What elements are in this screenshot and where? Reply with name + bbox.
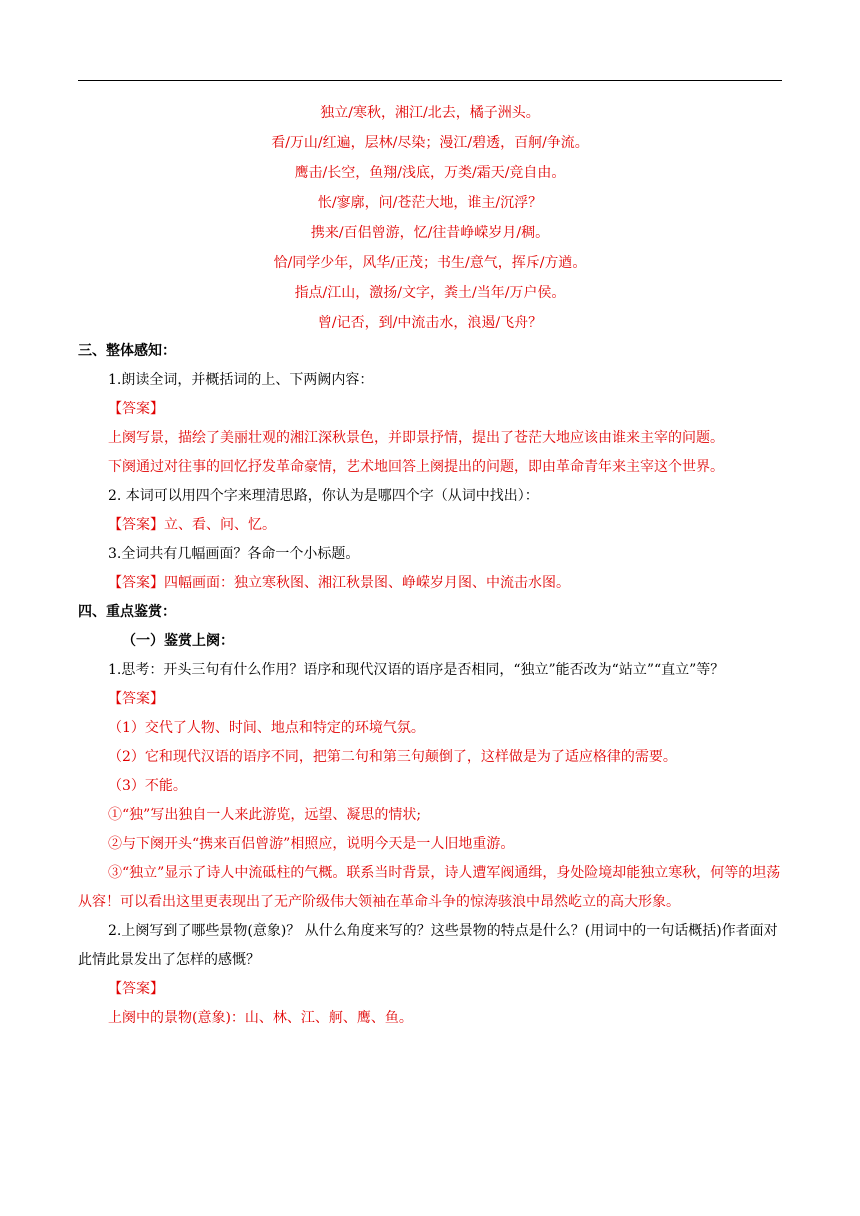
answer-text: ①“独”写出独自一人来此游览，远望、凝思的情状; (108, 807, 422, 823)
answer-text: （2）它和现代汉语的语序不同，把第二句和第三句颠倒了，这样做是为了适应格律的需要。 (108, 749, 677, 765)
poem-line: 曾/记否，到/中流击水，浪遏/飞舟？ (317, 315, 543, 331)
question-2: 2. 本词可以用四个字来理清思路，你认为是哪四个字（从词中找出）： (108, 488, 539, 504)
answer-label: 【答案】 (108, 691, 164, 707)
question-1: 1.朗读全词，并概括词的上、下两阙内容： (108, 372, 374, 388)
answer-text: ②与下阕开头“携来百侣曾游”相照应，说明今天是一人旧地重游。 (108, 836, 515, 852)
answer-label: 【答案】 (108, 981, 164, 997)
header-rule (78, 80, 782, 81)
answer-text: 立、看、问、忆。 (164, 517, 276, 533)
poem-line: 怅/寥廓，问/苍茫大地，谁主/沉浮？ (317, 195, 543, 211)
answer-text: 下阕通过对往事的回忆抒发革命豪情，艺术地回答上阕提出的问题，即由革命青年来主宰这个世界。 (108, 459, 724, 475)
poem-line: 鹰击/长空，鱼翔/浅底，万类/霜天/竞自由。 (294, 165, 566, 181)
poem-line: 看/万山/红遍，层林/尽染；漫江/碧透，百舸/争流。 (271, 135, 589, 151)
poem-line: 指点/江山，激扬/文字，粪土/当年/万户侯。 (294, 285, 566, 301)
poem-line: 携来/百侣曾游，忆/往昔峥嵘岁月/稠。 (310, 225, 550, 241)
document-body (78, 337, 782, 1033)
answer-line (78, 511, 782, 540)
subsection-heading: （一）鉴赏上阕： (122, 633, 234, 649)
answer-text: 上阕中的景物(意象)：山、林、江、舸、鹰、鱼。 (108, 1010, 413, 1026)
answer-label: 【答案】 (108, 575, 164, 591)
answer-label: 【答案】 (108, 401, 164, 417)
poem-line: 独立/寒秋，湘江/北去，橘子洲头。 (320, 105, 540, 121)
poem-line: 恰/同学少年，风华/正茂；书生/意气，挥斥/方遒。 (273, 255, 587, 271)
answer-label: 【答案】 (108, 517, 164, 533)
question-3: 3.全词共有几幅画面？各命一个小标题。 (108, 546, 360, 562)
question-1: 1.思考：开头三句有什么作用？语序和现代汉语的语序是否相同，“独立”能否改为“站立”“直立”等？ (108, 662, 725, 678)
section-heading-appreciation: 四、重点鉴赏： (78, 604, 176, 620)
question-2: 2.上阕写到了哪些景物(意象)？ 从什么角度来写的？这些景物的特点是什么？(用词中的一句话概括)作者面对此情此景发出了怎样的感慨？ (78, 923, 778, 968)
answer-line (78, 569, 782, 598)
poem-block (78, 101, 782, 341)
section-heading-overall: 三、整体感知： (78, 343, 176, 359)
answer-text: ③“独立”显示了诗人中流砥柱的气概。联系当时背景，诗人遭军阀通缉，身处险境却能独立寒秋，何等的坦荡从容！可以看出这里更表现出了无产阶级伟大领袖在革命斗争的惊涛骇浪中昂然屹立的高大形象。 (78, 865, 781, 910)
answer-text: 上阕写景，描绘了美丽壮观的湘江深秋景色，并即景抒情，提出了苍茫大地应该由谁来主宰的问题。 (108, 430, 724, 446)
answer-text: 四幅画面：独立寒秋图、湘江秋景图、峥嵘岁月图、中流击水图。 (164, 575, 570, 591)
answer-text: （1）交代了人物、时间、地点和特定的环境气氛。 (108, 720, 425, 736)
answer-text: （3）不能。 (108, 778, 187, 794)
